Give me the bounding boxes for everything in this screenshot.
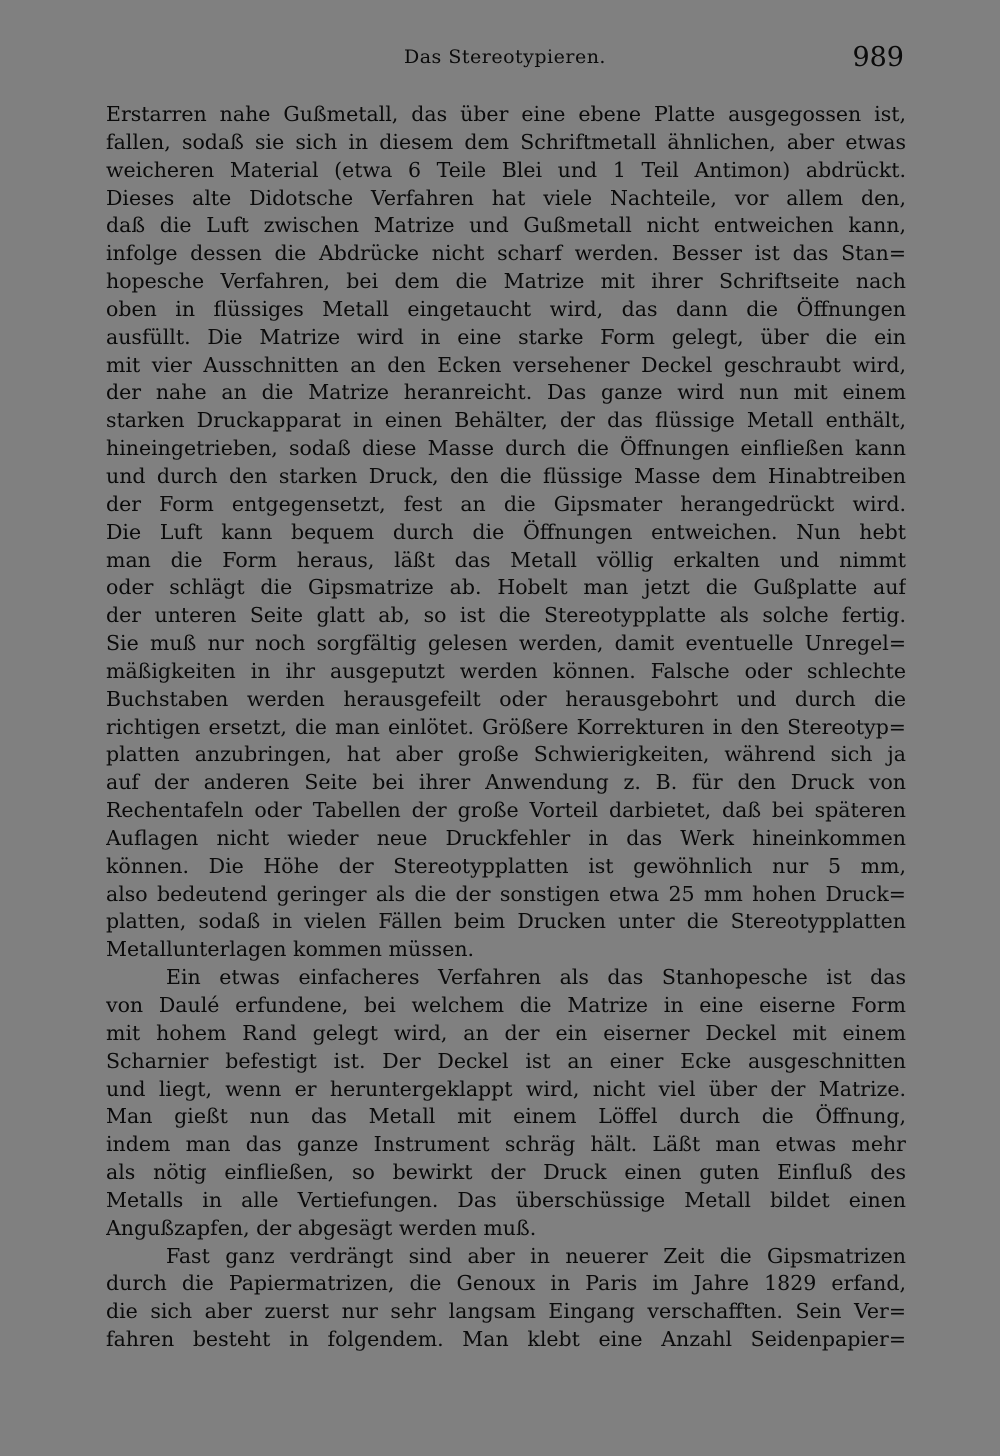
body-text	[106, 101, 906, 1354]
text-line: der nahe an die Matrize heranreicht. Das ganze wird nun mit einem	[106, 380, 906, 405]
text-line: hineingetrieben, sodaß diese Masse durch die Öffnungen einfließen kann	[106, 436, 906, 461]
text-line: mit hohem Rand gelegt wird, an der ein eiserner Deckel mit einem	[106, 1020, 906, 1045]
text-line: starken Druckapparat in einen Behälter, der das flüssige Metall enthält,	[106, 408, 906, 433]
text-line: weicheren Material (etwa 6 Teile Blei und 1 Teil Antimon) abdrückt.	[106, 157, 906, 182]
text-line: platten anzubringen, hat aber große Schwierigkeiten, während sich ja	[106, 742, 906, 767]
text-line: der Form entgegensetzt, fest an die Gipsmater herangedrückt wird.	[106, 491, 906, 516]
text-line: Rechentafeln oder Tabellen der große Vorteil darbietet, daß bei späteren	[106, 798, 906, 823]
page-number: 989	[852, 42, 904, 73]
text-line: mit vier Ausschnitten an den Ecken versehener Deckel geschraubt wird,	[106, 352, 906, 377]
text-line: Auflagen nicht wieder neue Druckfehler in das Werk hineinkommen	[106, 825, 906, 850]
text-line: platten, sodaß in vielen Fällen beim Drucken unter die Stereotypplatten	[106, 909, 906, 934]
text-line: mäßigkeiten in ihr ausgeputzt werden können. Falsche oder schlechte	[106, 658, 906, 683]
page-header	[0, 42, 1000, 86]
text-line: ausfüllt. Die Matrize wird in eine starke Form gelegt, über die ein	[106, 324, 906, 349]
text-line-paragraph-end: Angußzapfen, der abgesägt werden muß.	[106, 1215, 537, 1240]
text-line: indem man das ganze Instrument schräg hält. Läßt man etwas mehr	[106, 1132, 906, 1157]
text-line: richtigen ersetzt, die man einlötet. Größere Korrekturen in den Stereotyp=	[106, 714, 906, 739]
text-line: Metalls in alle Vertiefungen. Das überschüssige Metall bildet einen	[106, 1187, 906, 1212]
running-title: Das Stereotypieren.	[404, 46, 606, 68]
text-line: Dieses alte Didotsche Verfahren hat viele Nachteile, vor allem den,	[106, 185, 906, 210]
text-line: Sie muß nur noch sorgfältig gelesen werden, damit eventuelle Unregel=	[106, 631, 906, 656]
text-line: der unteren Seite glatt ab, so ist die Stereotypplatte als solche fertig.	[106, 603, 906, 628]
text-line: oder schlägt die Gipsmatrize ab. Hobelt man jetzt die Gußplatte auf	[106, 575, 906, 600]
text-line: Man gießt nun das Metall mit einem Löffel durch die Öffnung,	[106, 1104, 906, 1129]
text-line: Die Luft kann bequem durch die Öffnungen entweichen. Nun hebt	[106, 519, 906, 544]
text-line: Scharnier befestigt ist. Der Deckel ist an einer Ecke ausgeschnitten	[106, 1048, 906, 1073]
text-line-paragraph-start: Fast ganz verdrängt sind aber in neuerer Zeit die Gipsmatrizen	[166, 1243, 906, 1268]
text-line: als nötig einfließen, so bewirkt der Druck einen guten Einfluß des	[106, 1160, 906, 1185]
text-line: und durch den starken Druck, den die flüssige Masse dem Hinabtreiben	[106, 463, 906, 488]
text-line: daß die Luft zwischen Matrize und Gußmetall nicht entweichen kann,	[106, 213, 906, 238]
text-line: oben in flüssiges Metall eingetaucht wird, das dann die Öffnungen	[106, 296, 906, 321]
text-line-paragraph-start: Ein etwas einfacheres Verfahren als das Stanhopesche ist das	[166, 965, 906, 990]
text-line: und liegt, wenn er heruntergeklappt wird, nicht viel über der Matrize.	[106, 1076, 906, 1101]
text-line: können. Die Höhe der Stereotypplatten ist gewöhnlich nur 5 mm,	[106, 853, 906, 878]
text-line: durch die Papiermatrizen, die Genoux in Paris im Jahre 1829 erfand,	[106, 1271, 906, 1296]
text-line: Buchstaben werden herausgefeilt oder herausgebohrt und durch die	[106, 686, 906, 711]
text-line: also bedeutend geringer als die der sonstigen etwa 25 mm hohen Druck=	[106, 881, 906, 906]
text-line: infolge dessen die Abdrücke nicht scharf werden. Besser ist das Stan=	[106, 241, 906, 266]
text-line-paragraph-end: Metallunterlagen kommen müssen.	[106, 937, 475, 962]
text-line: von Daulé erfundene, bei welchem die Matrize in eine eiserne Form	[106, 993, 906, 1017]
text-line: Erstarren nahe Gußmetall, das über eine ebene Platte ausgegossen ist,	[106, 102, 906, 126]
text-line: hopesche Verfahren, bei dem die Matrize mit ihrer Schriftseite nach	[106, 269, 906, 294]
text-line: auf der anderen Seite bei ihrer Anwendung z. B. für den Druck von	[106, 770, 906, 795]
text-line: die sich aber zuerst nur sehr langsam Eingang verschafften. Sein Ver=	[106, 1299, 906, 1324]
text-line: fahren besteht in folgendem. Man klebt eine Anzahl Seidenpapier=	[106, 1327, 906, 1352]
text-line: fallen, sodaß sie sich in diesem dem Schriftmetall ähnlichen, aber etwas	[106, 129, 906, 154]
text-line: man die Form heraus, läßt das Metall völlig erkalten und nimmt	[106, 547, 906, 572]
